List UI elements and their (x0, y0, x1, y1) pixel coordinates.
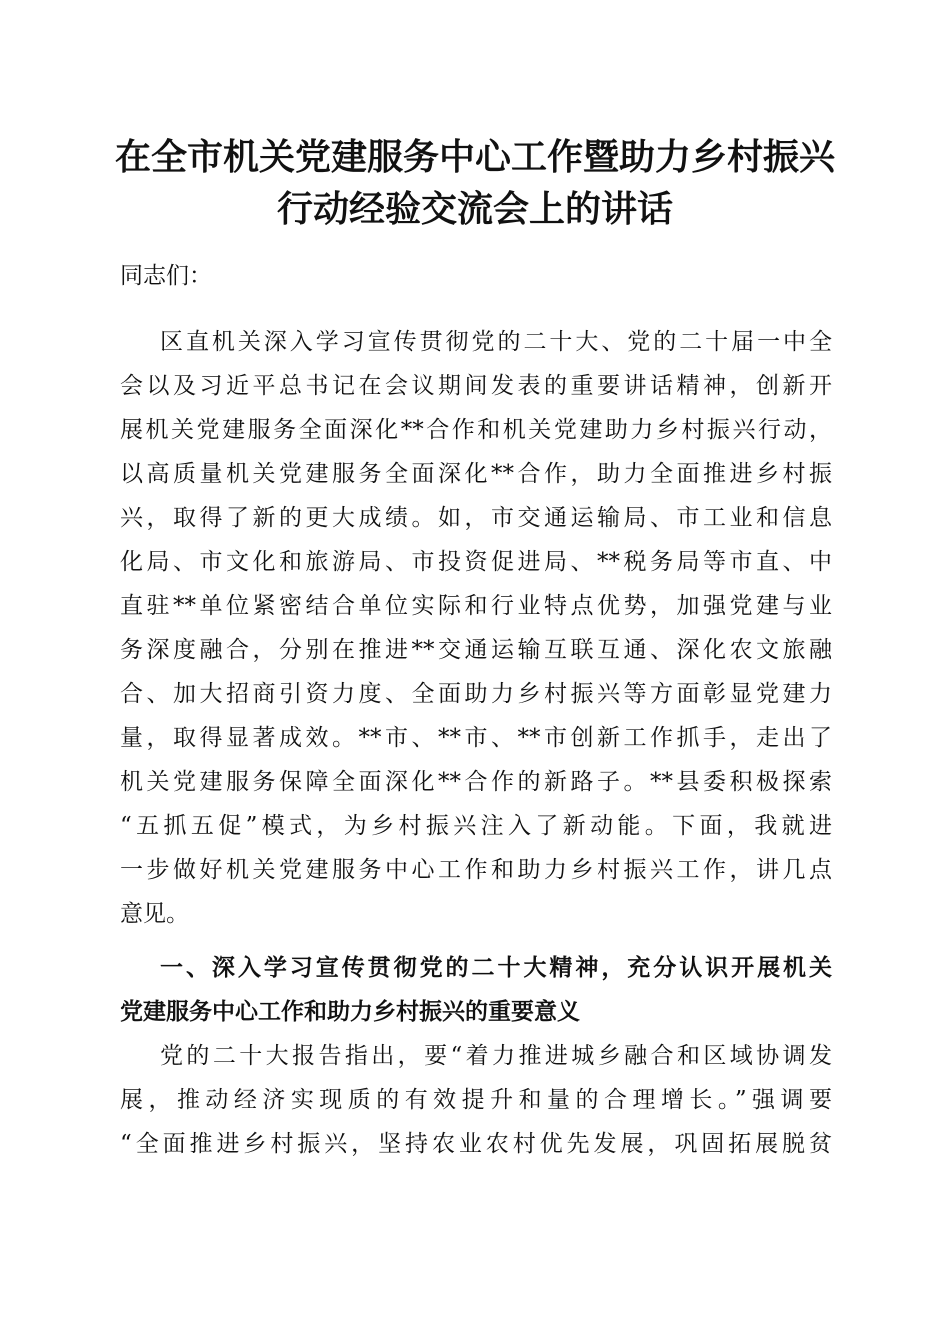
body-line: 兴，取得了新的更大成绩。如，市交通运输局、市工业和信息 (120, 505, 832, 531)
section-heading-line-2: 党建服务中心工作和助力乡村振兴的重要意义 (120, 999, 580, 1025)
body-line: 会以及习近平总书记在会议期间发表的重要讲话精神，创新开 (120, 373, 832, 399)
section-heading-line-1: 一、深入学习宣传贯彻党的二十大精神，充分认识开展机关 (160, 955, 832, 981)
body-line: 展机关党建服务全面深化**合作和机关党建助力乡村振兴行动， (120, 417, 832, 443)
body-line: 机关党建服务保障全面深化**合作的新路子。**县委积极探索 (120, 769, 832, 795)
document-title-line-2: 行动经验交流会上的讲话 (276, 188, 673, 230)
body-line: 化局、市文化和旅游局、市投资促进局、**税务局等市直、中 (120, 549, 832, 575)
body-line: 展，推动经济实现质的有效提升和量的合理增长。”强调要 (120, 1087, 832, 1113)
body-line: 直驻**单位紧密结合单位实际和行业特点优势，加强党建与业 (120, 593, 832, 619)
body-line: 一步做好机关党建服务中心工作和助力乡村振兴工作，讲几点 (120, 857, 832, 883)
body-line: 以高质量机关党建服务全面深化**合作，助力全面推进乡村振 (120, 461, 832, 487)
body-line: 量，取得显著成效。**市、**市、**市创新工作抓手，走出了 (120, 725, 832, 751)
body-line: “五抓五促”模式，为乡村振兴注入了新动能。下面，我就进 (120, 813, 832, 839)
body-line: “全面推进乡村振兴，坚持农业农村优先发展，巩固拓展脱贫 (120, 1131, 832, 1157)
body-line: 意见。 (120, 901, 189, 927)
salutation: 同志们： (120, 263, 212, 289)
body-line: 区直机关深入学习宣传贯彻党的二十大、党的二十届一中全 (160, 329, 832, 355)
body-line: 合、加大招商引资力度、全面助力乡村振兴等方面彰显党建力 (120, 681, 832, 707)
body-line: 党的二十大报告指出，要“着力推进城乡融合和区域协调发 (160, 1043, 832, 1069)
body-line: 务深度融合，分别在推进**交通运输互联互通、深化农文旅融 (120, 637, 832, 663)
document-title-line-1: 在全市机关党建服务中心工作暨助力乡村振兴 (114, 136, 835, 178)
